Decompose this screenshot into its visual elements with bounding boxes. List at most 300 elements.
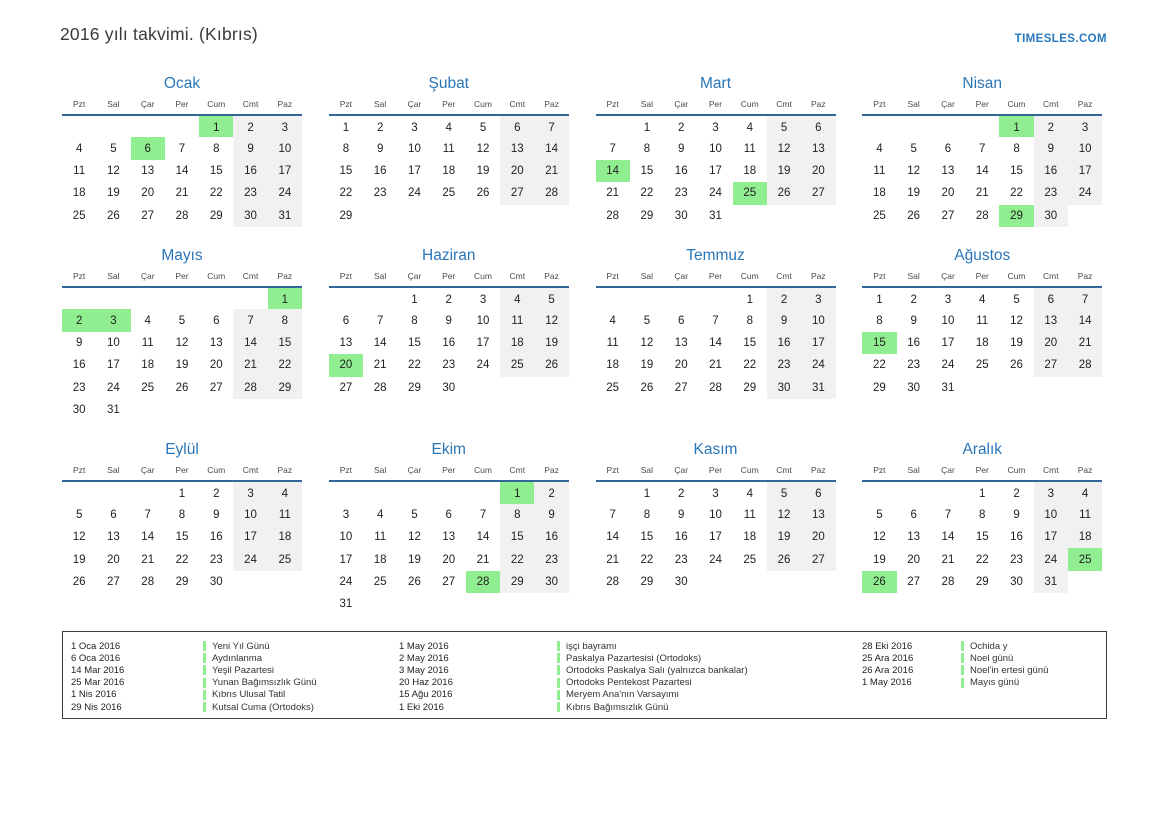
day-cell: 11 — [976, 314, 989, 327]
day-cell: 29 — [209, 209, 223, 222]
empty-cell — [534, 205, 568, 227]
day-cell: 21 — [975, 187, 989, 200]
empty-cell — [500, 593, 534, 615]
weekday-header: Paz — [268, 465, 302, 481]
month-nisan — [862, 75, 1102, 227]
day-cell: 23 — [1034, 182, 1068, 204]
day-cell: 15 — [408, 336, 421, 349]
weekday-header: Cmt — [233, 99, 267, 115]
day-cell: 20 — [801, 526, 835, 548]
empty-cell — [268, 571, 302, 593]
day-cell: 8 — [268, 309, 302, 331]
day-cell: 23 — [373, 187, 387, 200]
day-cell: 20 — [442, 553, 456, 566]
weekday-header: Per — [165, 271, 199, 287]
day-cell: 8 — [213, 142, 220, 155]
weekday-header: Paz — [534, 465, 568, 481]
legend-label — [557, 677, 862, 688]
day-cell: 21 — [373, 359, 387, 372]
day-cell: 12 — [408, 531, 421, 544]
day-cell: 6 — [500, 115, 534, 137]
day-cell: 4 — [609, 314, 616, 327]
weekday-header: Per — [965, 99, 999, 115]
day-cell: 11 — [374, 531, 387, 544]
day-cell: 1 — [876, 293, 883, 306]
empty-cell — [733, 205, 767, 227]
holiday-marker-icon — [961, 665, 964, 675]
day-cell: 10 — [233, 504, 267, 526]
day-cell: 18 — [442, 164, 456, 177]
day-cell: 13 — [500, 137, 534, 159]
day-cell: 11 — [606, 336, 619, 349]
weekday-header: Çar — [397, 271, 431, 287]
day-cell: 20 — [500, 160, 534, 182]
weekday-header: Cum — [733, 271, 767, 287]
day-cell: 15 — [1010, 164, 1023, 177]
day-cell: 5 — [1013, 293, 1020, 306]
day-cell: 14 — [373, 336, 387, 349]
day-cell: 22 — [640, 187, 654, 200]
day-cell: 1 — [643, 121, 651, 134]
day-cell: 8 — [1013, 142, 1020, 155]
empty-cell — [96, 481, 130, 503]
legend-entry — [399, 652, 862, 664]
day-cell: 15 — [640, 164, 654, 177]
legend-label — [203, 641, 399, 652]
weekday-header: Sal — [96, 465, 130, 481]
empty-cell — [862, 115, 896, 137]
legend-label — [557, 653, 862, 664]
holiday-marker-icon — [557, 690, 560, 700]
weekday-header: Cmt — [1034, 465, 1068, 481]
empty-cell — [199, 399, 233, 421]
day-cell: 20 — [329, 354, 363, 376]
day-cell: 22 — [640, 553, 654, 566]
day-cell: 16 — [1034, 160, 1068, 182]
day-cell: 9 — [678, 508, 685, 521]
legend-label-text: Yunan Bağımsızlık Günü — [212, 677, 317, 689]
legend-entry — [71, 689, 399, 701]
legend-date: 1 Nis 2016 — [71, 689, 117, 701]
holiday-marker-icon — [557, 653, 560, 663]
legend-date: 3 May 2016 — [399, 664, 449, 676]
legend-entry — [399, 701, 862, 713]
weekday-header: Cmt — [500, 99, 534, 115]
empty-cell — [1068, 377, 1102, 399]
day-cell: 24 — [408, 187, 421, 200]
day-cell: 4 — [1068, 481, 1102, 503]
day-cell: 10 — [941, 314, 955, 327]
legend-label-text: Kıbrıs Bağımsızlık Günü — [566, 701, 669, 713]
legend-date: 14 Mar 2016 — [71, 664, 125, 676]
day-cell: 28 — [466, 571, 500, 593]
day-cell: 14 — [141, 531, 155, 544]
weekday-header: Çar — [131, 99, 165, 115]
day-cell: 8 — [411, 314, 418, 327]
weekday-header: Cmt — [1034, 271, 1068, 287]
month-title: Kasım — [693, 441, 738, 459]
day-cell: 6 — [131, 137, 165, 159]
weekday-header: Cum — [199, 99, 233, 115]
day-cell: 10 — [709, 142, 722, 155]
weekday-header: Pzt — [329, 99, 363, 115]
empty-cell — [596, 115, 630, 137]
legend-label — [203, 665, 399, 676]
day-cell: 3 — [1034, 481, 1068, 503]
day-cell: 7 — [609, 142, 616, 155]
day-cell: 15 — [862, 332, 896, 354]
month-title: Ağustos — [954, 246, 1011, 264]
day-cell: 9 — [213, 508, 220, 521]
day-cell: 23 — [233, 182, 267, 204]
day-cell: 3 — [96, 309, 130, 331]
day-cell: 27 — [209, 381, 223, 394]
legend-entry — [862, 677, 1141, 689]
legend — [62, 631, 1107, 719]
empty-cell — [62, 287, 96, 309]
weekday-header: Cmt — [1034, 99, 1068, 115]
day-cell: 3 — [342, 508, 350, 521]
legend-label-text: Kıbrıs Ulusal Tatil — [212, 689, 286, 701]
day-cell: 8 — [979, 508, 986, 521]
month-title: Eylül — [165, 441, 199, 459]
day-cell: 29 — [640, 576, 654, 589]
empty-cell — [397, 481, 431, 503]
day-cell: 6 — [445, 508, 452, 521]
day-cell: 22 — [743, 359, 757, 372]
day-cell: 17 — [476, 336, 490, 349]
weekday-header: Paz — [1068, 271, 1102, 287]
weekday-header: Sal — [630, 465, 664, 481]
empty-cell — [233, 399, 267, 421]
day-cell: 24 — [339, 576, 353, 589]
empty-cell — [96, 287, 130, 309]
day-cell: 15 — [500, 526, 534, 548]
day-cell: 6 — [678, 314, 685, 327]
empty-cell — [62, 115, 96, 137]
day-cell: 5 — [75, 508, 83, 521]
day-cell: 15 — [268, 332, 302, 354]
day-cell: 19 — [767, 160, 801, 182]
weekday-header: Sal — [630, 271, 664, 287]
day-cell: 10 — [476, 314, 490, 327]
empty-cell — [630, 287, 664, 309]
empty-cell — [1068, 205, 1102, 227]
day-cell: 28 — [534, 182, 568, 204]
day-cell: 12 — [72, 531, 86, 544]
legend-label-text: Yeşil Pazartesi — [212, 664, 274, 676]
holiday-marker-icon — [203, 653, 206, 663]
empty-cell — [397, 593, 431, 615]
day-cell: 5 — [479, 121, 487, 134]
day-cell: 13 — [907, 531, 921, 544]
day-cell: 11 — [743, 142, 756, 155]
legend-group — [71, 640, 399, 718]
day-cell: 12 — [476, 142, 490, 155]
day-cell: 16 — [442, 336, 456, 349]
day-cell: 12 — [872, 531, 886, 544]
day-cell: 14 — [1068, 309, 1102, 331]
empty-cell — [500, 377, 534, 399]
weekday-header: Cmt — [233, 465, 267, 481]
day-cell: 11 — [1068, 504, 1102, 526]
day-cell: 27 — [1034, 354, 1068, 376]
day-cell: 6 — [1034, 287, 1068, 309]
day-cell: 23 — [674, 553, 688, 566]
empty-cell — [131, 481, 165, 503]
legend-date: 1 Oca 2016 — [71, 640, 121, 652]
empty-cell — [432, 593, 466, 615]
day-cell: 23 — [674, 187, 688, 200]
empty-cell — [329, 481, 363, 503]
legend-label — [557, 665, 862, 676]
page-title: 2016 yılı takvimi. (Kıbrıs) — [60, 24, 258, 44]
day-cell: 31 — [1034, 571, 1068, 593]
day-cell: 10 — [709, 508, 722, 521]
day-cell: 26 — [862, 571, 896, 593]
legend-entry — [399, 640, 862, 652]
weekday-header: Per — [432, 465, 466, 481]
weekday-header: Cmt — [500, 271, 534, 287]
day-cell: 10 — [801, 309, 835, 331]
day-cell: 21 — [233, 354, 267, 376]
day-cell: 4 — [876, 142, 883, 155]
month-title: Ekim — [431, 441, 466, 459]
day-cell: 25 — [743, 553, 757, 566]
weekday-header: Pzt — [862, 465, 896, 481]
month-ağustos — [862, 247, 1102, 421]
day-cell: 14 — [941, 531, 955, 544]
day-cell: 28 — [709, 381, 722, 394]
day-cell: 5 — [178, 314, 186, 327]
weekday-header: Sal — [363, 465, 397, 481]
day-cell: 1 — [979, 487, 986, 500]
weekday-header: Cmt — [233, 271, 267, 287]
empty-cell — [165, 287, 199, 309]
day-cell: 24 — [476, 359, 490, 372]
legend-label — [961, 665, 1141, 676]
legend-label-text: işçi bayramı — [566, 640, 617, 652]
day-cell: 27 — [907, 576, 921, 589]
day-cell: 9 — [376, 142, 384, 155]
day-cell: 16 — [72, 359, 86, 372]
day-cell: 9 — [445, 314, 452, 327]
empty-cell — [931, 115, 965, 137]
day-cell: 28 — [606, 576, 620, 589]
legend-date: 1 Eki 2016 — [399, 701, 444, 713]
day-cell: 30 — [534, 571, 568, 593]
empty-cell — [733, 571, 767, 593]
empty-cell — [131, 115, 165, 137]
day-cell: 15 — [209, 164, 223, 177]
day-cell: 19 — [872, 553, 886, 566]
day-cell: 30 — [674, 576, 688, 589]
legend-label-text: Paskalya Pazartesisi (Ortodoks) — [566, 652, 702, 664]
day-cell: 19 — [534, 332, 568, 354]
day-cell: 1 — [411, 293, 418, 306]
day-cell: 21 — [606, 553, 620, 566]
holiday-marker-icon — [557, 702, 560, 712]
day-cell: 30 — [674, 209, 688, 222]
day-cell: 20 — [907, 553, 921, 566]
legend-date: 25 Ara 2016 — [862, 652, 914, 664]
empty-cell — [363, 593, 397, 615]
day-cell: 7 — [144, 508, 151, 521]
legend-date: 29 Nis 2016 — [71, 701, 122, 713]
day-cell: 20 — [141, 187, 155, 200]
day-cell: 2 — [678, 121, 685, 134]
day-cell: 21 — [941, 553, 955, 566]
month-şubat — [329, 75, 569, 227]
empty-cell — [363, 287, 397, 309]
day-cell: 7 — [479, 508, 487, 521]
day-cell: 16 — [1010, 531, 1023, 544]
legend-entry — [71, 701, 399, 713]
month-grid — [62, 465, 302, 593]
legend-label — [203, 677, 399, 688]
day-cell: 17 — [408, 164, 421, 177]
day-cell: 29 — [872, 381, 886, 394]
day-cell: 11 — [442, 142, 455, 155]
day-cell: 14 — [709, 336, 722, 349]
day-cell: 2 — [534, 481, 568, 503]
weekday-header: Pzt — [596, 465, 630, 481]
weekday-header: Paz — [801, 465, 835, 481]
weekday-header: Sal — [630, 99, 664, 115]
day-cell: 17 — [1034, 526, 1068, 548]
legend-label — [557, 641, 862, 652]
day-cell: 10 — [1068, 137, 1102, 159]
day-cell: 19 — [907, 187, 921, 200]
day-cell: 14 — [975, 164, 989, 177]
legend-entry — [399, 677, 862, 689]
weekday-header: Cum — [466, 271, 500, 287]
day-cell: 26 — [107, 209, 120, 222]
weekday-header: Çar — [397, 465, 431, 481]
day-cell: 29 — [999, 205, 1033, 227]
day-cell: 11 — [73, 164, 86, 177]
day-cell: 5 — [643, 314, 651, 327]
day-cell: 9 — [678, 142, 685, 155]
day-cell: 30 — [767, 377, 801, 399]
month-title: Ocak — [163, 75, 201, 92]
day-cell: 10 — [107, 336, 120, 349]
weekday-header: Pzt — [329, 271, 363, 287]
legend-entry — [71, 664, 399, 676]
weekday-header: Paz — [1068, 99, 1102, 115]
weekday-header: Pzt — [62, 99, 96, 115]
day-cell: 8 — [746, 314, 753, 327]
weekday-header: Sal — [363, 271, 397, 287]
day-cell: 27 — [339, 381, 353, 394]
day-cell: 13 — [1034, 309, 1068, 331]
day-cell: 17 — [709, 164, 722, 177]
day-cell: 3 — [233, 481, 267, 503]
day-cell: 18 — [141, 359, 155, 372]
day-cell: 25 — [606, 381, 620, 394]
day-cell: 19 — [476, 164, 490, 177]
day-cell: 5 — [534, 287, 568, 309]
day-cell: 12 — [767, 137, 801, 159]
day-cell: 26 — [408, 576, 421, 589]
day-cell: 17 — [1068, 160, 1102, 182]
day-cell: 4 — [500, 287, 534, 309]
weekday-header: Pzt — [862, 99, 896, 115]
day-cell: 28 — [606, 209, 620, 222]
day-cell: 28 — [233, 377, 267, 399]
day-cell: 31 — [107, 404, 120, 417]
empty-cell — [466, 377, 500, 399]
month-title: Mart — [700, 75, 731, 92]
day-cell: 9 — [534, 504, 568, 526]
empty-cell — [596, 481, 630, 503]
month-title: Aralık — [962, 441, 1003, 459]
legend-label — [203, 689, 399, 700]
weekday-header: Pzt — [329, 465, 363, 481]
day-cell: 23 — [442, 359, 456, 372]
day-cell: 13 — [941, 164, 955, 177]
day-cell: 24 — [801, 354, 835, 376]
day-cell: 2 — [1013, 487, 1020, 500]
brand-link[interactable]: TIMESLES.COM — [1014, 33, 1107, 45]
day-cell: 6 — [801, 481, 835, 503]
month-title: Mayıs — [161, 246, 203, 264]
day-cell: 2 — [62, 309, 96, 331]
legend-date: 25 Mar 2016 — [71, 677, 125, 689]
day-cell: 28 — [175, 209, 189, 222]
day-cell: 7 — [944, 508, 952, 521]
weekday-header: Çar — [931, 271, 965, 287]
day-cell: 13 — [141, 164, 155, 177]
page-header — [0, 0, 1169, 45]
weekday-header: Sal — [897, 99, 931, 115]
month-title: Şubat — [428, 75, 469, 92]
day-cell: 31 — [709, 209, 722, 222]
day-cell: 22 — [975, 553, 989, 566]
month-mart — [596, 75, 836, 227]
day-cell: 30 — [1034, 205, 1068, 227]
day-cell: 8 — [342, 142, 350, 155]
day-cell: 7 — [534, 115, 568, 137]
legend-label-text: Mayıs günü — [970, 677, 1020, 689]
month-grid — [862, 99, 1102, 227]
weekday-header: Per — [432, 99, 466, 115]
day-cell: 21 — [476, 553, 490, 566]
day-cell: 15 — [175, 531, 189, 544]
day-cell: 18 — [606, 359, 620, 372]
weekday-header: Cum — [466, 465, 500, 481]
day-cell: 5 — [110, 142, 117, 155]
holiday-marker-icon — [203, 702, 206, 712]
day-cell: 8 — [500, 504, 534, 526]
month-ocak — [62, 75, 302, 227]
legend-label-text: Ochida y — [970, 640, 1008, 652]
holiday-marker-icon — [961, 678, 964, 688]
weekday-header: Cum — [466, 99, 500, 115]
day-cell: 22 — [1010, 187, 1023, 200]
day-cell: 20 — [941, 187, 955, 200]
empty-cell — [466, 205, 500, 227]
weekday-header: Cum — [733, 99, 767, 115]
weekday-header: Cmt — [767, 465, 801, 481]
day-cell: 25 — [872, 209, 886, 222]
holiday-marker-icon — [557, 665, 560, 675]
empty-cell — [931, 481, 965, 503]
month-grid — [62, 271, 302, 421]
day-cell: 18 — [500, 332, 534, 354]
day-cell: 15 — [339, 164, 353, 177]
day-cell: 29 — [975, 576, 989, 589]
